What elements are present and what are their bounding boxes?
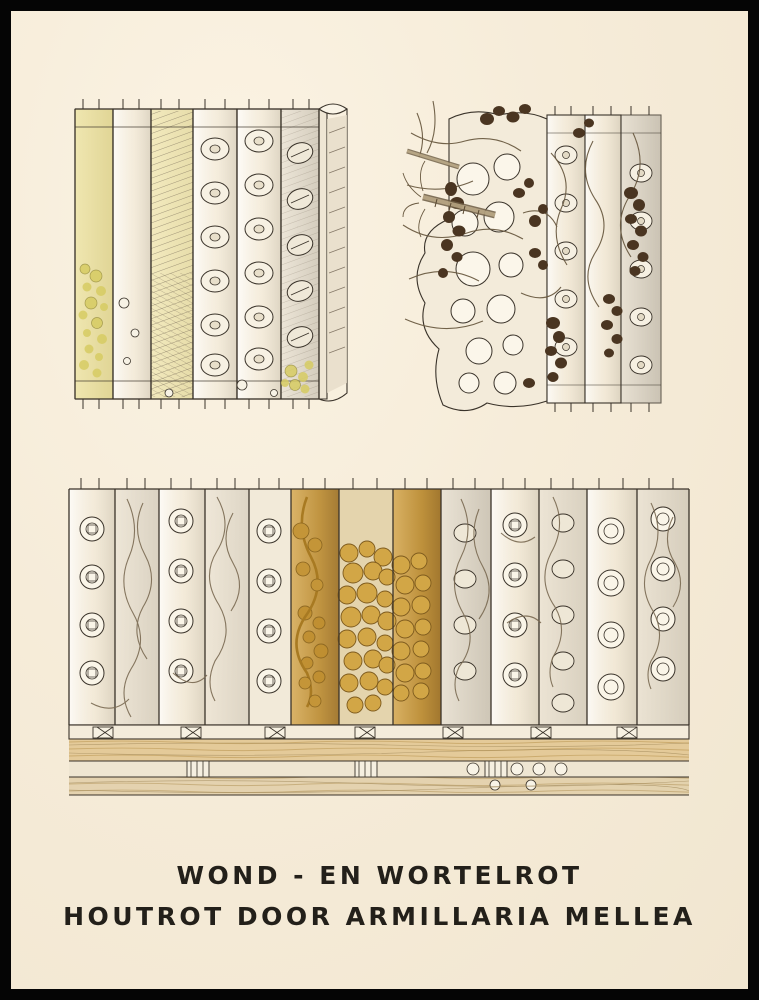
caption-line-2: HOUTROT DOOR ARMILLARIA MELLEA <box>63 902 696 931</box>
figure-top-right <box>403 101 661 412</box>
botanical-illustration <box>11 11 748 989</box>
figure-bottom <box>69 478 689 795</box>
plate-inner-frame <box>11 11 748 989</box>
figures-layer <box>11 11 748 989</box>
figure-top-left <box>75 99 347 409</box>
plate-caption <box>11 861 748 931</box>
caption-line-1: WOND - EN WORTELROT <box>176 861 583 890</box>
